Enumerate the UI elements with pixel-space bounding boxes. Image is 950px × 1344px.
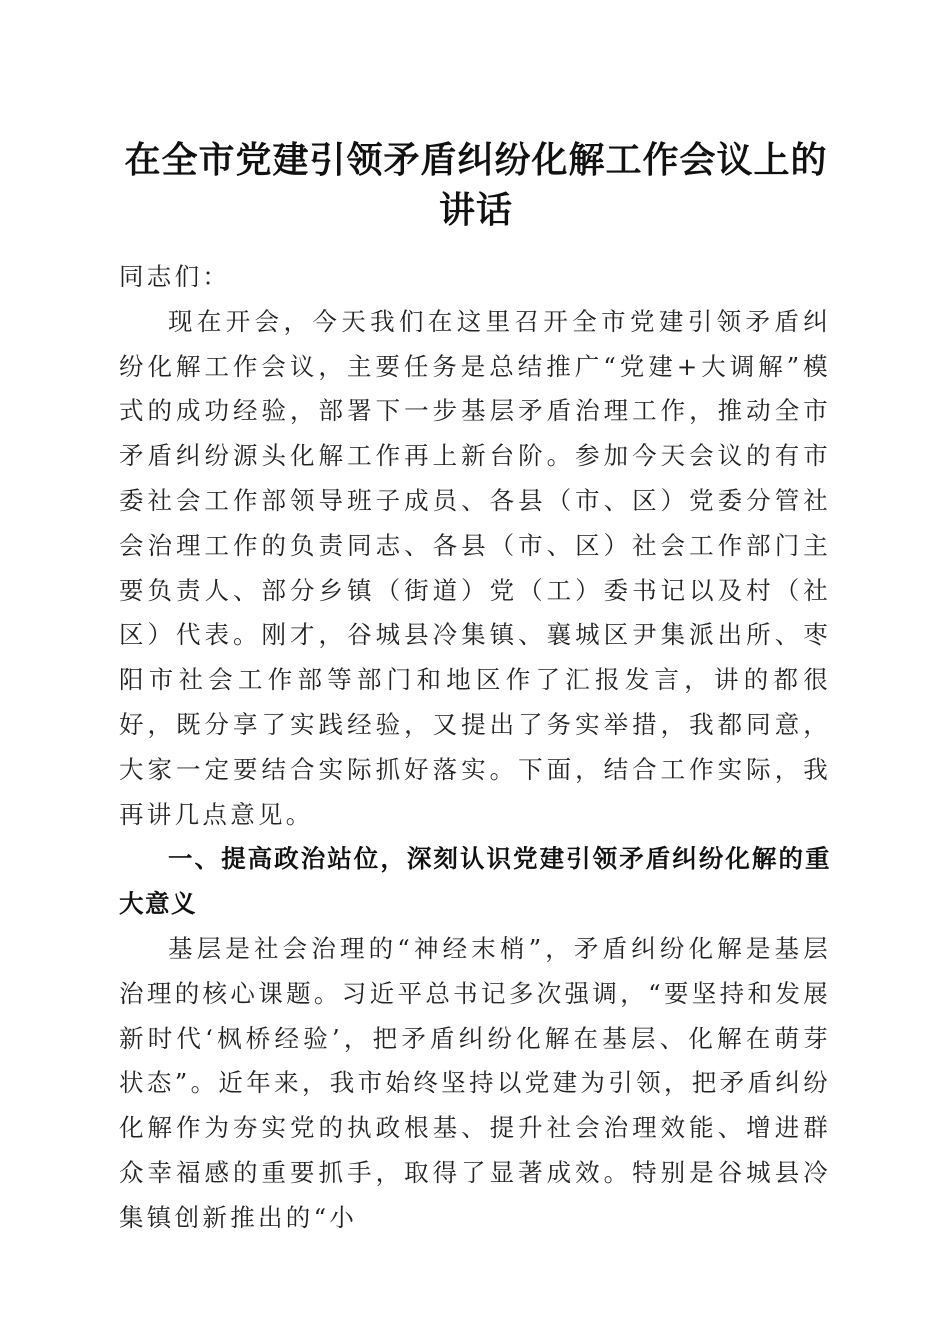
section-heading: 一、提高政治站位，深刻认识党建引领矛盾纠纷化解的重大意义: [119, 844, 831, 919]
section-paragraph: 基层是社会治理的“神经末梢”，矛盾纠纷化解是基层治理的核心课题。习近平总书记多次强调，“要坚持和发展新时代‘枫桥经验’，把矛盾纠纷化解在基层、化解在萌芽状态”。近年来，我市始终坚持以党建为引领，把矛盾纠纷化解作为夯实党的执政根基、提升社会治理效能、增进群众幸福感的重要抓手，取得了显著成效。特别是谷城县冷集镇创新推出的“小: [119, 933, 831, 1232]
salutation: 同志们：: [119, 262, 231, 291]
document-body: [119, 255, 831, 1241]
document-title: 在全市党建引领矛盾纠纷化解工作会议上的讲话: [124, 139, 828, 231]
opening-paragraph: 现在开会，今天我们在这里召开全市党建引领矛盾纠纷化解工作会议，主要任务是总结推广“党建+大调解”模式的成功经验，部署下一步基层矛盾治理工作，推动全市矛盾纠纷源头化解工作再上新台阶。参加今天会议的有市委社会工作部领导班子成员、各县（市、区）党委分管社会治理工作的负责同志、各县（市、区）社会工作部门主要负责人、部分乡镇（街道）党（工）委书记以及村（社区）代表。刚才，谷城县冷集镇、襄城区尹集派出所、枣阳市社会工作部等部门和地区作了汇报发言，讲的都很好，既分享了实践经验，又提出了务实举措，我都同意，大家一定要结合实际抓好落实。下面，结合工作实际，我再讲几点意见。: [119, 306, 831, 829]
